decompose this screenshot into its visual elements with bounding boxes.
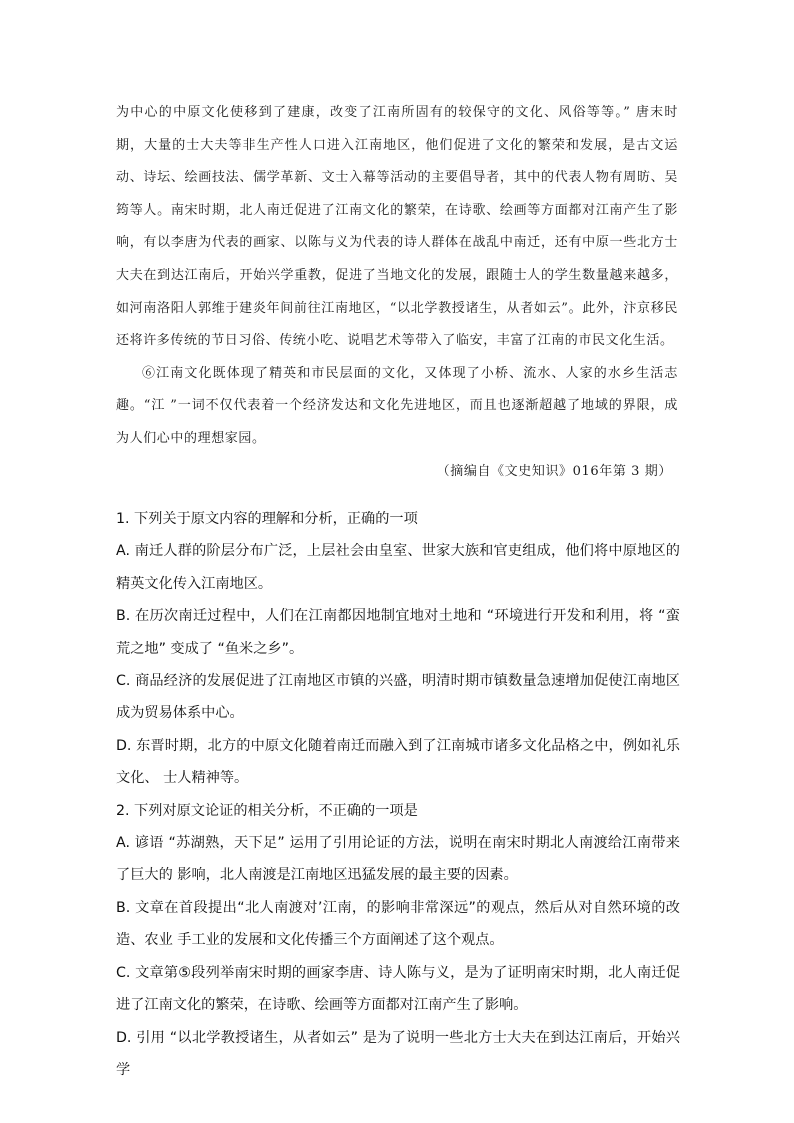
question-1-option-c: C. 商品经济的发展促进了江南地区市镇的兴盛，明清时期市镇数量急速增加促使江南地区成为贸易体系中心。	[116, 673, 680, 722]
question-1-option-a: A. 南迁人群的阶层分布广泛，上层社会由皇室、世家大族和官吏组成，他们将中原地区的精英文化传入江南地区。	[116, 543, 680, 592]
question-2-stem: 2. 下列对原文论证的相关分析，不正确的一项是	[116, 802, 418, 819]
question-1-option-b: B. 在历次南迁过程中，人们在江南都因地制宜地对土地和 “环境进行开发和利用，将 “蛮荒之地” 变成了 “鱼米之乡”。	[116, 608, 680, 657]
question-1-option-d: D. 东晋时期，北方的中原文化随着南迁而融入到了江南城市诸多文化品格之中，例如礼乐文化、 士人精神等。	[116, 737, 680, 787]
question-2-option-b: B. 文章在首段提出“北人南渡对’江南，的影响非常深远”的观点，然后从对自然环境的改造、农业 手工业的发展和文化传播三个方面阐述了这个观点。	[116, 899, 680, 949]
question-2-option-d: D. 引用 “以北学教授诸生，从者如云” 是为了说明一些北方士大夫在到达江南后，开始兴学	[116, 1029, 680, 1078]
question-section	[116, 503, 680, 1086]
question-2-option-a: A. 谚语 “苏湖熟，天下足” 运用了引用论证的方法，说明在南宋时期北人南渡给江南带来了巨大的 影响，北人南渡是江南地区迅猛发展的最主要的因素。	[116, 835, 680, 884]
passage-paragraph-5-continued: 为中心的中原文化使移到了建康，改变了江南所固有的较保守的文化、风俗等等。” 唐末时期，大量的士大夫等非生产性人口进入江南地区，他们促进了文化的繁荣和发展，是古文运动、诗坛、绘画技法、儒学革新、文士入幕等活动的主要倡导者，其中的代表人物有周昉、吴筠等人。南宋时期，北人南迁促进了江南文化的繁荣，在诗歌、绘画等方面都对江南产生了影响，有以李唐为代表的画家、以陈与义为代表的诗人群体在战乱中南迁，还有中原一些北方士大夫在到达江南后，开始兴学重教，促进了当地文化的发展，跟随士人的学生数量越来越多，如河南洛阳人郭维于建炎年间前往江南地区，“以北学教授诸生，从者如云”。此外，汴京移民还将许多传统的节日习俗、传统小吃、说唱艺术等带入了临安，丰富了江南的市民文化生活。	[116, 105, 678, 349]
reading-passage	[116, 97, 678, 488]
passage-source-citation: （摘编自《文史知识》016年第 3 期）	[436, 463, 672, 479]
question-1-stem: 1. 下列关于原文内容的理解和分析，正确的一项	[116, 511, 418, 527]
question-2-option-c: C. 文章第⑤段列举南宋时期的画家李唐、诗人陈与义，是为了证明南宋时期，北人南迁促进了江南文化的繁荣，在诗歌、绘画等方面都对江南产生了影响。	[116, 964, 680, 1014]
passage-paragraph-6: ⑥江南文化既体现了精英和市民层面的文化，又体现了小桥、流水、人家的水乡生活志趣。“江 ”一词不仅代表着一个经济发达和文化先进地区，而且也逐渐超越了地域的界限，成为人们心中的理想家园。	[116, 365, 678, 446]
